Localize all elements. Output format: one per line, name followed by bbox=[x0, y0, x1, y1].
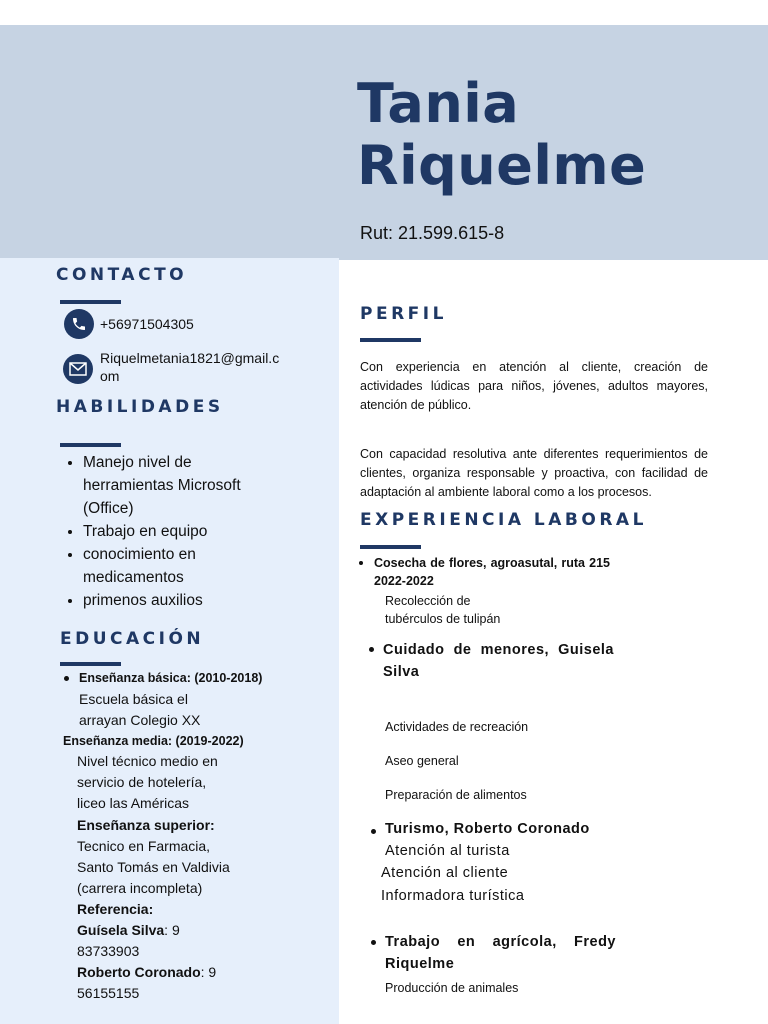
job-4-heading bbox=[385, 931, 616, 975]
job-3-task: Atención al cliente bbox=[381, 865, 509, 881]
edu-superior-label bbox=[77, 815, 230, 836]
edu-basic-line: arrayan Colegio XX bbox=[79, 712, 201, 728]
contact-rule bbox=[60, 300, 121, 304]
reference-2-name: Roberto Coronado bbox=[77, 964, 201, 980]
edu-media-label-text: Enseñanza media: (2019-2022) bbox=[63, 734, 244, 748]
job-4-title-cont: Riquelme bbox=[385, 956, 455, 972]
candidate-name bbox=[357, 73, 646, 197]
name-first: Tania bbox=[357, 72, 520, 135]
job-2-title: Cuidado de menores, Guisela bbox=[383, 642, 614, 658]
edu-media-line: liceo las Américas bbox=[77, 795, 190, 811]
job-1-title: Cosecha de flores, agroasutal, ruta 215 bbox=[374, 556, 610, 570]
skill-item: • Manejo nivel de herramientas Microsoft (Office) bbox=[83, 451, 278, 520]
bullet bbox=[371, 940, 376, 945]
rut-text: Rut: 21.599.615-8 bbox=[360, 223, 505, 243]
name-last: Riquelme bbox=[357, 134, 647, 197]
contact-title: CONTACTO bbox=[56, 265, 188, 285]
job-1-description bbox=[385, 592, 500, 628]
job-3-title: Turismo, Roberto Coronado bbox=[385, 821, 590, 837]
job-1-desc-line: tubérculos de tulipán bbox=[385, 612, 501, 626]
job-2-title-cont: Silva bbox=[383, 664, 420, 680]
bullet bbox=[359, 561, 363, 565]
email-line-1: Riquelmetania1821@gmail.c bbox=[100, 350, 280, 366]
job-1-heading bbox=[374, 554, 610, 590]
job-3-task: Informadora turística bbox=[381, 888, 525, 904]
edu-basic-line: Escuela básica el bbox=[79, 691, 188, 707]
job-4-title: Trabajo en agrícola, Fredy bbox=[385, 934, 616, 950]
job-1-dates: 2022-2022 bbox=[374, 574, 434, 588]
skills-title: HABILIDADES bbox=[56, 397, 224, 417]
bullet bbox=[369, 647, 374, 652]
reference-1-name: Guísela Silva bbox=[77, 922, 165, 938]
job-1-desc-line: Recolección de bbox=[385, 594, 471, 608]
edu-media-label bbox=[63, 731, 244, 752]
education-rule bbox=[60, 662, 121, 666]
skills-list bbox=[64, 451, 278, 612]
phone-number[interactable]: +56971504305 bbox=[100, 316, 194, 332]
phone-icon bbox=[64, 309, 94, 339]
reference-2 bbox=[77, 962, 230, 983]
job-2-task: Aseo general bbox=[385, 754, 459, 768]
edu-superior-line: Santo Tomás en Valdivia bbox=[77, 859, 230, 875]
edu-superior bbox=[77, 815, 230, 1004]
mail-icon bbox=[63, 354, 93, 384]
edu-basic-label-text: Enseñanza básica: (2010-2018) bbox=[79, 671, 263, 685]
edu-basic-label bbox=[79, 668, 262, 689]
job-2-task: Actividades de recreación bbox=[385, 720, 529, 734]
experience-title: EXPERIENCIA LABORAL bbox=[360, 510, 647, 530]
reference-1-number: 83733903 bbox=[77, 943, 140, 959]
job-2-task: Preparación de alimentos bbox=[385, 788, 527, 802]
profile-paragraph-1: Con experiencia en atención al cliente, creación de actividades lúdicas para niños, jóvenes, adultos mayores, atención de público. bbox=[360, 360, 708, 412]
education-title: EDUCACIÓN bbox=[60, 629, 205, 649]
skill-item: • primenos auxilios bbox=[83, 589, 278, 612]
bullet bbox=[64, 676, 69, 681]
edu-media-school bbox=[77, 751, 218, 814]
edu-superior-label-text: Enseñanza superior: bbox=[77, 817, 215, 833]
edu-media-line: servicio de hotelería, bbox=[77, 774, 207, 790]
edu-basic-school bbox=[79, 689, 200, 731]
reference-label bbox=[77, 899, 230, 920]
skills-rule bbox=[60, 443, 121, 447]
edu-media-line: Nivel técnico medio en bbox=[77, 753, 218, 769]
experience-rule bbox=[360, 545, 421, 549]
job-4-task: Producción de animales bbox=[385, 981, 519, 995]
reference-2-number: 56155155 bbox=[77, 985, 140, 1001]
profile-paragraph-2: Con capacidad resolutiva ante diferentes requerimientos de clientes, organiza responsable y proactiva, con facilidad de adaptación al ambiente laboral como a los procesos. bbox=[360, 447, 708, 499]
profile-title: PERFIL bbox=[360, 304, 447, 324]
email-line-2: om bbox=[100, 368, 120, 384]
reference-2-prefix: : 9 bbox=[200, 964, 217, 980]
reference-1 bbox=[77, 920, 230, 941]
reference-label-text: Referencia: bbox=[77, 901, 154, 917]
job-3-task: Atención al turista bbox=[385, 843, 510, 859]
bullet bbox=[371, 829, 376, 834]
email-address[interactable] bbox=[100, 349, 279, 385]
skill-item: • conocimiento en medicamentos bbox=[83, 543, 278, 589]
reference-1-prefix: : 9 bbox=[164, 922, 180, 938]
profile-rule bbox=[360, 338, 421, 342]
skill-item: • Trabajo en equipo bbox=[83, 520, 278, 543]
edu-superior-line: (carrera incompleta) bbox=[77, 880, 203, 896]
edu-superior-line: Tecnico en Farmacia, bbox=[77, 838, 211, 854]
job-2-heading bbox=[383, 639, 614, 683]
